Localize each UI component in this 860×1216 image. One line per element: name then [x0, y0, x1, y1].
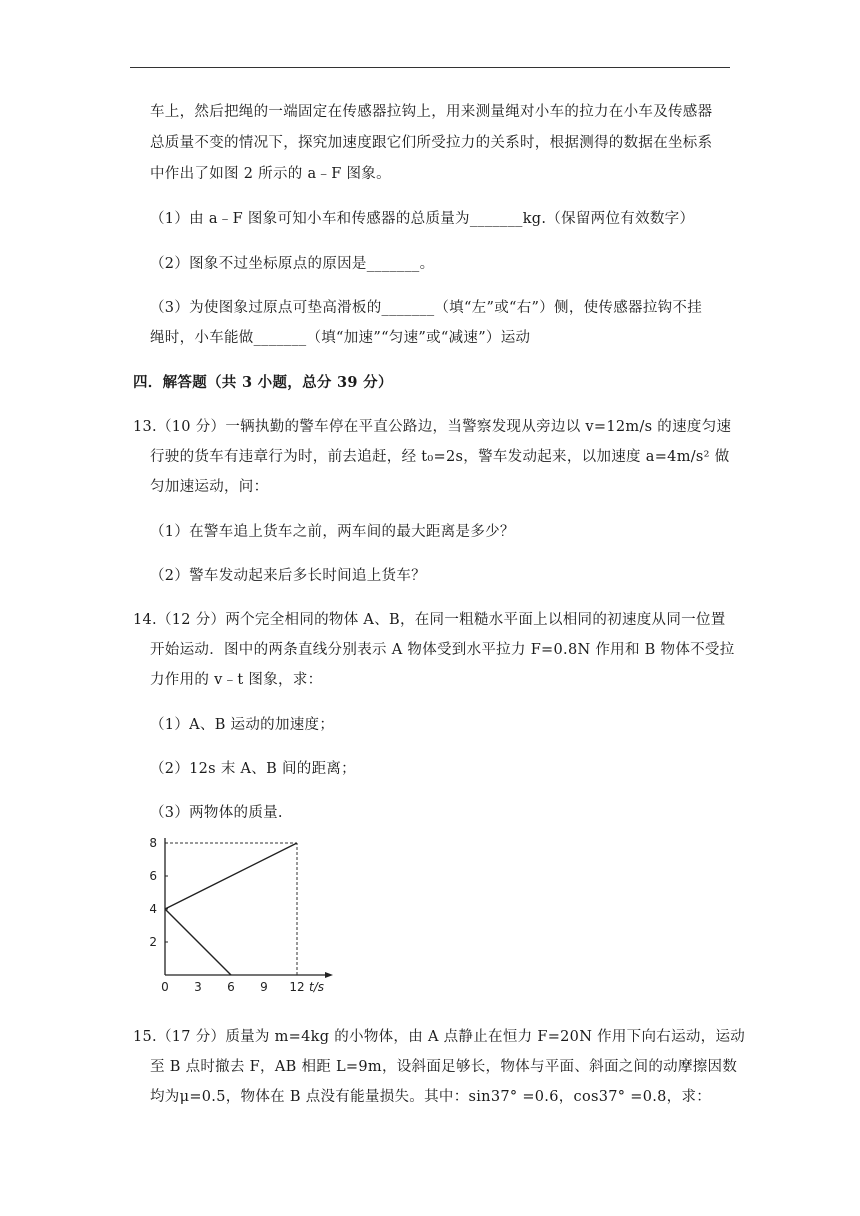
text-line: 绳时，小车能做_______（填“加速”“匀速”或“减速”）运动 — [150, 330, 531, 346]
text-line: （3）两物体的质量. — [150, 805, 283, 821]
text-line: （1）A、B 运动的加速度； — [150, 717, 335, 733]
text-line: 车上，然后把绳的一端固定在传感器拉钩上，用来测量绳对小车的拉力在小车及传感器 — [150, 104, 713, 120]
header-rule — [130, 67, 730, 68]
text-line: 至 B 点时撤去 F，AB 相距 L=9m，设斜面足够长，物体与平面、斜面之间的动摩擦因数 — [150, 1059, 738, 1075]
text-line: （3）为使图象过原点可垫高滑板的_______（填“左”或“右”）侧，使传感器拉钩不挂 — [150, 300, 703, 316]
y-tick-label: 4 — [149, 902, 157, 916]
text-line: （2）警车发动起来后多长时间追上货车？ — [150, 568, 426, 584]
text-line: 行驶的货车有违章行为时，前去追赶，经 t₀=2s，警车发动起来，以加速度 a=4m/s² 做 — [150, 449, 730, 465]
x-tick-label: 6 — [227, 980, 235, 994]
section-heading: 四．解答题（共 3 小题，总分 39 分） — [133, 374, 393, 391]
y-tick-label: 6 — [149, 869, 157, 883]
vt-graph — [140, 838, 350, 1010]
x-tick-label: 9 — [260, 980, 268, 994]
text-line: 开始运动．图中的两条直线分别表示 A 物体受到水平拉力 F=0.8N 作用和 B 物体不受拉 — [150, 642, 735, 658]
y-tick-label: 2 — [149, 935, 157, 949]
x-axis-arrow — [325, 972, 333, 978]
x-axis-label: t/s — [309, 980, 324, 994]
y-tick-label: 8 — [149, 838, 157, 850]
x-tick-label: 3 — [194, 980, 202, 994]
text-line: （2）图象不过坐标原点的原因是_______。 — [150, 256, 435, 272]
x-tick-label: 12 — [289, 980, 305, 994]
text-line: 14.（12 分）两个完全相同的物体 A、B，在同一粗糙水平面上以相同的初速度从同一位置 — [133, 612, 726, 628]
text-line: 力作用的 v﹣t 图象，求： — [150, 672, 323, 688]
text-line: （1）由 a﹣F 图象可知小车和传感器的总质量为_______kg.（保留两位有效数字） — [150, 211, 695, 227]
text-line: （2）12s 末 A、B 间的距离； — [150, 761, 356, 777]
series-line — [165, 909, 231, 975]
text-line: 15.（17 分）质量为 m=4kg 的小物体，由 A 点静止在恒力 F=20N 作用下向右运动，运动 — [133, 1029, 746, 1045]
text-line: 匀加速运动，问： — [150, 479, 269, 495]
vt-graph-figure — [140, 838, 350, 1014]
series-line — [165, 843, 297, 909]
text-line: （1）在警车追上货车之前，两车间的最大距离是多少？ — [150, 524, 515, 540]
text-line: 13.（10 分）一辆执勤的警车停在平直公路边，当警察发现从旁边以 v=12m/s 的速度匀速 — [133, 419, 732, 435]
text-line: 中作出了如图 2 所示的 a﹣F 图象。 — [150, 166, 391, 182]
x-tick-label: 0 — [161, 980, 169, 994]
text-line: 总质量不变的情况下，探究加速度跟它们所受拉力的关系时，根据测得的数据在坐标系 — [150, 135, 713, 151]
text-line: 均为μ=0.5，物体在 B 点没有能量损失。其中：sin37° =0.6，cos37° =0.8，求： — [150, 1089, 712, 1105]
